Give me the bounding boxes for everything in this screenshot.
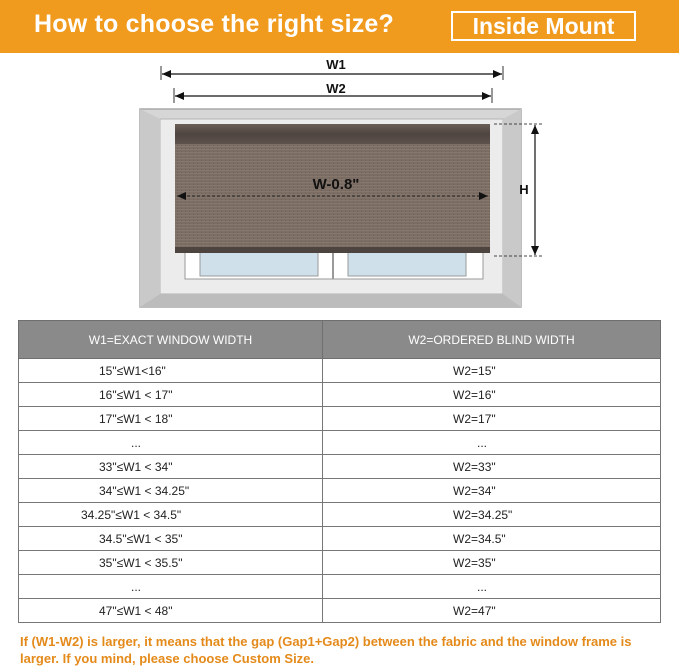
blind-width-cell: W2=35" xyxy=(323,551,661,575)
table-row xyxy=(19,431,661,455)
window-diagram xyxy=(0,53,679,315)
window-width-cell: 34"≤W1 < 34.25" xyxy=(19,479,323,503)
page-title: How to choose the right size? xyxy=(34,10,394,38)
window-width-cell: 16"≤W1 < 17" xyxy=(19,383,323,407)
column-header-window-width: W1=EXACT WINDOW WIDTH xyxy=(19,321,323,359)
height-label: H xyxy=(519,182,529,197)
blind-width-cell: W2=34.5" xyxy=(323,527,661,551)
blind-width-cell: W2=17" xyxy=(323,407,661,431)
size-table xyxy=(18,320,661,623)
fabric-width-label: W-0.8" xyxy=(312,176,360,193)
window-width-cell: 35"≤W1 < 35.5" xyxy=(19,551,323,575)
table-row xyxy=(19,455,661,479)
w1-label: W1 xyxy=(326,57,346,72)
window-width-cell: 17"≤W1 < 18" xyxy=(19,407,323,431)
blind-width-cell: ... xyxy=(323,575,661,599)
table-header-row xyxy=(19,321,661,359)
blind-width-cell: W2=47" xyxy=(323,599,661,623)
column-header-blind-width: W2=ORDERED BLIND WIDTH xyxy=(323,321,661,359)
mount-type-badge: Inside Mount xyxy=(451,11,636,41)
table-row xyxy=(19,527,661,551)
window-width-cell: ... xyxy=(19,575,323,599)
table-row xyxy=(19,407,661,431)
size-note: If (W1-W2) is larger, it means that the gap (Gap1+Gap2) between the fabric and the window frame is larger. If you mind, please choose Custom Size. xyxy=(20,634,632,666)
header-banner xyxy=(0,0,679,53)
window-width-cell: 34.25"≤W1 < 34.5" xyxy=(19,503,323,527)
window-width-cell: 33"≤W1 < 34" xyxy=(19,455,323,479)
blind-width-cell: W2=16" xyxy=(323,383,661,407)
table-row xyxy=(19,479,661,503)
table-row xyxy=(19,551,661,575)
window-width-cell: ... xyxy=(19,431,323,455)
blind-width-cell: W2=34" xyxy=(323,479,661,503)
window-width-cell: 15"≤W1<16" xyxy=(19,359,323,383)
w2-dimension xyxy=(174,81,492,103)
blind-width-cell: W2=33" xyxy=(323,455,661,479)
blind-width-cell: ... xyxy=(323,431,661,455)
w1-dimension xyxy=(161,57,503,80)
w2-label: W2 xyxy=(326,81,346,96)
table-row xyxy=(19,359,661,383)
table-row xyxy=(19,575,661,599)
window-width-cell: 47"≤W1 < 48" xyxy=(19,599,323,623)
table-row xyxy=(19,503,661,527)
blind-width-cell: W2=15" xyxy=(323,359,661,383)
window-width-cell: 34.5"≤W1 < 35" xyxy=(19,527,323,551)
table-row xyxy=(19,599,661,623)
table-row xyxy=(19,383,661,407)
blind-width-cell: W2=34.25" xyxy=(323,503,661,527)
